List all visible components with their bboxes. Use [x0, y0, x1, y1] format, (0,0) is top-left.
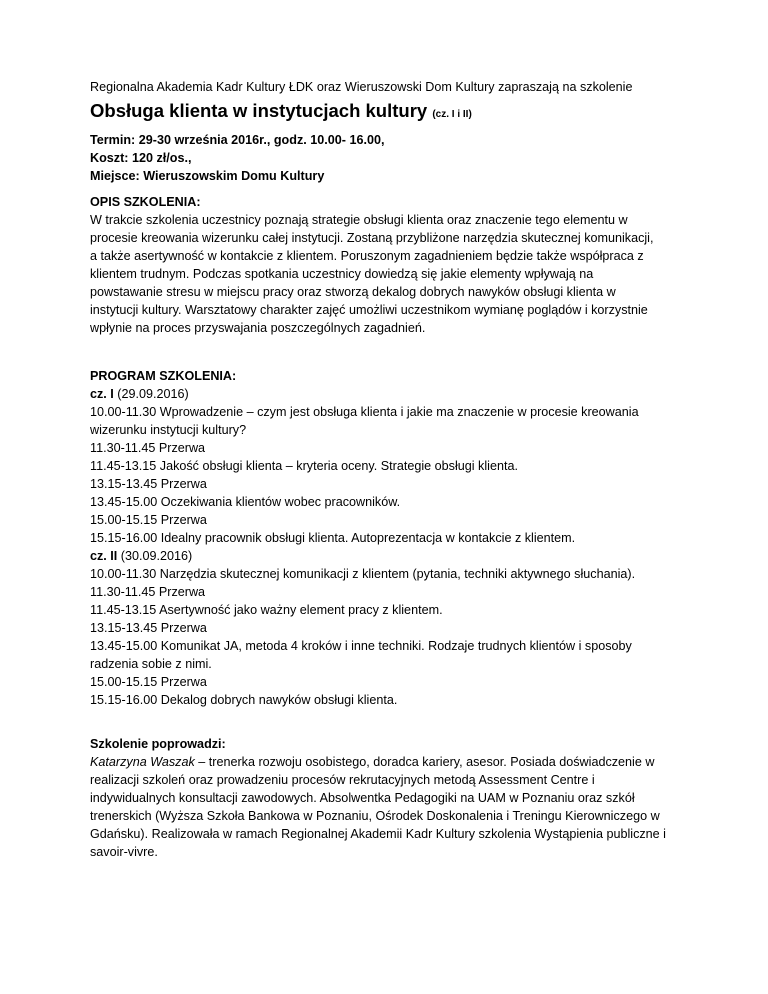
program-section: [90, 367, 678, 709]
trainer-line-text: – trenerka rozwoju osobistego, doradca kariery, asesor. Posiada doświadczenie w: [194, 755, 655, 769]
meta-termin: Termin: 29-30 września 2016r., godz. 10.00- 16.00,: [90, 133, 385, 147]
trainer-name: Katarzyna Waszak: [90, 755, 195, 769]
trainer-heading: Szkolenie poprowadzi:: [90, 737, 226, 751]
program-line: 11.45-13.15 Jakość obsługi klienta – kryteria oceny. Strategie obsługi klienta.: [90, 459, 518, 473]
program-part-2-header: [90, 547, 678, 565]
part-2-date: (30.09.2016): [117, 549, 193, 563]
part-1-label: cz. I: [90, 387, 114, 401]
trainer-line: Gdańsku). Realizowała w ramach Regionalnej Akademii Kadr Kultury szkolenia Wystąpienia publiczne i: [90, 827, 666, 841]
program-line: radzenia sobie z nimi.: [90, 657, 212, 671]
title-suffix: (cz. I i II): [432, 109, 472, 120]
opis-line: a także asertywność w kontakcie z klientem. Poruszonym zagadnieniem będzie także współpraca z: [90, 249, 644, 263]
opis-heading: OPIS SZKOLENIA:: [90, 195, 201, 209]
intro-text: Regionalna Akademia Kadr Kultury ŁDK oraz Wieruszowski Dom Kultury zapraszają na szkolenie: [90, 80, 633, 94]
program-line: 10.00-11.30 Narzędzia skutecznej komunikacji z klientem (pytania, techniki aktywnego słuchania).: [90, 567, 636, 581]
meta-miejsce: Miejsce: Wieruszowskim Domu Kultury: [90, 169, 325, 183]
program-line: 13.45-15.00 Komunikat JA, metoda 4 kroków i inne techniki. Rodzaje trudnych klientów i sposoby: [90, 639, 632, 653]
program-line: 11.30-11.45 Przerwa: [90, 441, 206, 455]
program-line: wizerunku instytucji kultury?: [90, 423, 247, 437]
trainer-line: trenerskich (Wyższa Szkoła Bankowa w Poznaniu, Ośrodek Doskonalenia i Treningu Kierowniczego w: [90, 809, 660, 823]
opis-line: wpłynie na proces przyswajania poszczególnych zagadnień.: [90, 321, 426, 335]
trainer-line: realizacji szkoleń oraz prowadzeniu procesów rekrutacyjnych metodą Assessment Centre i: [90, 773, 595, 787]
program-line: 10.00-11.30 Wprowadzenie – czym jest obsługa klienta i jakie ma znaczenie w procesie kreowania: [90, 405, 639, 419]
title-text: Obsługa klienta w instytucjach kultury: [90, 100, 428, 121]
opis-line: W trakcie szkolenia uczestnicy poznają strategie obsługi klienta oraz znaczenie tego elementu w: [90, 213, 628, 227]
trainer-section: [90, 735, 678, 861]
program-heading: PROGRAM SZKOLENIA:: [90, 369, 237, 383]
program-line: 13.45-15.00 Oczekiwania klientów wobec pracowników.: [90, 495, 401, 509]
program-line: 13.15-13.45 Przerwa: [90, 477, 207, 491]
opis-line: klientem trudnym. Podczas spotkania uczestnicy dowiedzą się jakie elementy wpływają na: [90, 267, 594, 281]
program-line: 15.15-16.00 Idealny pracownik obsługi klienta. Autoprezentacja w kontakcie z klientem.: [90, 531, 576, 545]
document-title: [90, 99, 678, 127]
opis-section: [90, 193, 678, 337]
part-1-date: (29.09.2016): [113, 387, 189, 401]
trainer-line: [90, 753, 678, 771]
program-line: 11.45-13.15 Asertywność jako ważny element pracy z klientem.: [90, 603, 443, 617]
meta-koszt: Koszt: 120 zł/os.,: [90, 151, 192, 165]
trainer-line: indywidualnych konsultacji zawodowych. Absolwentka Pedagogiki na UAM w Poznaniu oraz szkół: [90, 791, 635, 805]
program-line: 13.15-13.45 Przerwa: [90, 621, 207, 635]
program-line: 15.00-15.15 Przerwa: [90, 675, 207, 689]
program-line: 11.30-11.45 Przerwa: [90, 585, 206, 599]
program-line: 15.15-16.00 Dekalog dobrych nawyków obsługi klienta.: [90, 693, 398, 707]
program-line: 15.00-15.15 Przerwa: [90, 513, 207, 527]
opis-line: instytucji kultury. Warsztatowy charakter zajęć umożliwi uczestnikom wymianę poglądów i korzystnie: [90, 303, 648, 317]
program-part-1-header: [90, 385, 678, 403]
trainer-line: savoir-vivre.: [90, 845, 158, 859]
opis-line: powstawanie stresu w miejscu pracy oraz stworzą dekalog dobrych nawyków obsługi klienta w: [90, 285, 616, 299]
part-2-label: cz. II: [90, 549, 118, 563]
opis-line: procesie kreowania wizerunku całej instytucji. Zostaną przybliżone narzędzia skutecznej komunikacji,: [90, 231, 654, 245]
